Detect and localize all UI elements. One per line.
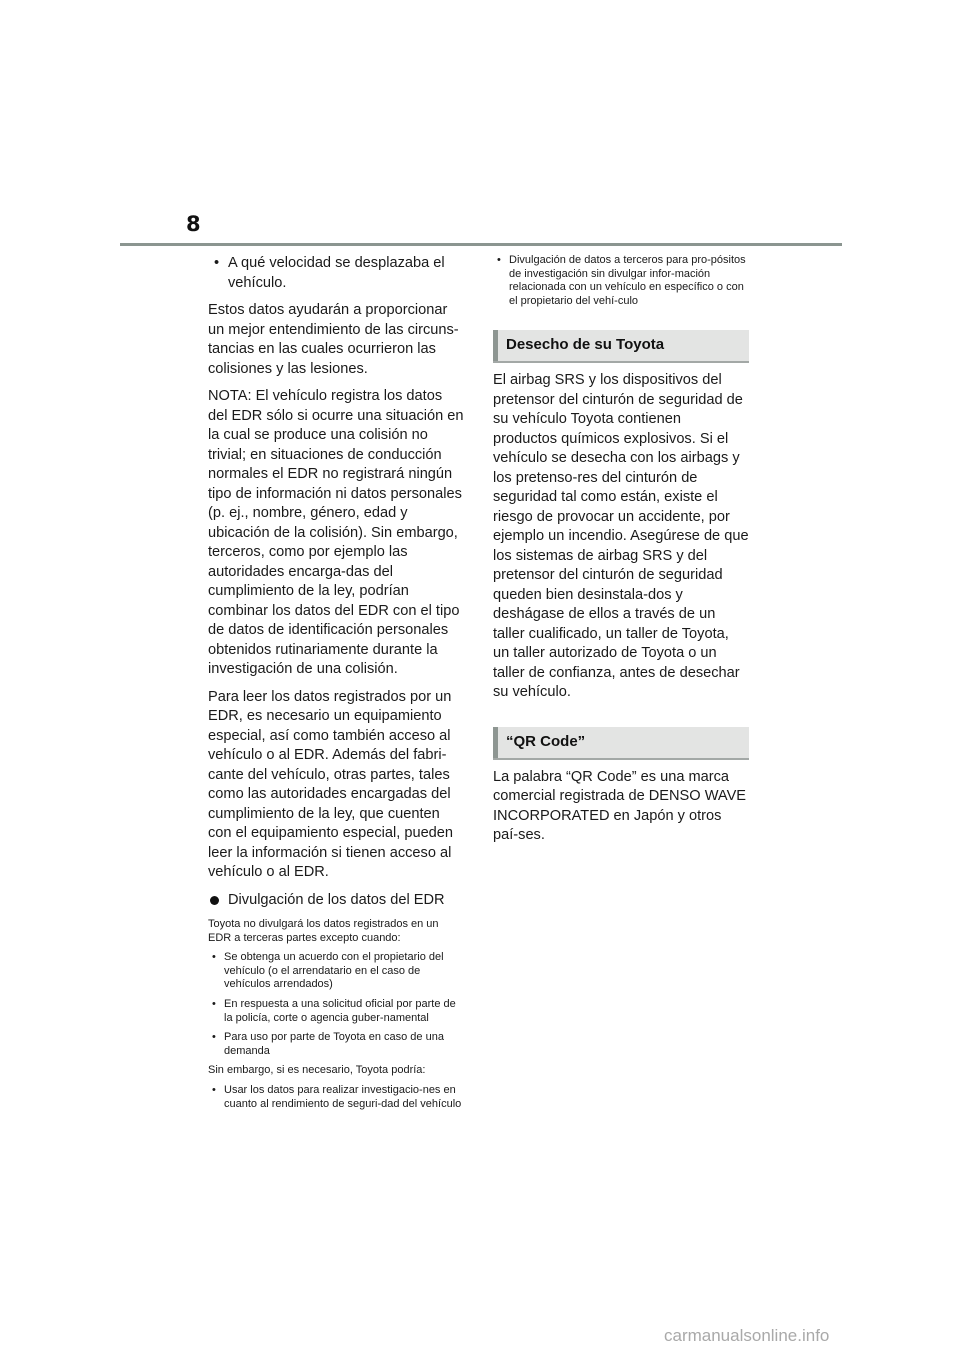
header-rule (120, 243, 842, 246)
left-column (208, 254, 464, 1117)
speed-bullet: • A qué velocidad se desplazaba el vehículo. (208, 254, 464, 293)
small-intro: Toyota no divulgará los datos registrados en un EDR a terceras partes excepto cuando: (208, 918, 439, 944)
subheading-text: Divulgación de los datos del EDR (228, 891, 445, 908)
section-heading-disposal (493, 330, 749, 363)
section-accent-bar (493, 330, 498, 361)
subheading-disclosure (208, 891, 464, 911)
small-bullet-1: • Se obtenga un acuerdo con el propietario del vehículo (o el arrendatario en el caso de vehículos arrendados) (208, 951, 464, 992)
right-column (493, 254, 749, 854)
paragraph-data-help: Estos datos ayudarán a proporcionar un mejor entendimiento de las circuns-tancias en las cuales ocurrieron las colisiones y las lesiones. (208, 302, 459, 377)
section-title-qr: “QR Code” (506, 732, 586, 750)
section-title-disposal: Desecho de su Toyota (506, 336, 665, 354)
small-bullet-2: • En respuesta a una solicitud oficial por parte de la policía, corte o agencia guber-namental (208, 998, 464, 1025)
section-accent-bar (493, 727, 498, 758)
small-bullet-4: • Usar los datos para realizar investigacio-nes en cuanto al rendimiento de seguri-dad del vehículo (208, 1084, 464, 1111)
small-bullet-third-parties: • Divulgación de datos a terceros para pro-pósitos de investigación sin divulgar infor-mación relacionada con un vehículo en específico o con el propietario del vehí-culo (493, 254, 749, 308)
small-bullet-3: • Para uso por parte de Toyota en caso de una demanda (208, 1031, 464, 1058)
paragraph-reading-edr: Para leer los datos registrados por un EDR, es necesario un equipamiento especial, así como también acceso al vehículo o al EDR. Además del fabri-cante del vehículo, otras partes, tales como las autoridades encargadas del cumplimiento de la ley, que cuenten con el equipamiento especial, pueden leer la información si tienen acceso al vehículo o al EDR. (208, 688, 454, 880)
watermark: carmanualsonline.info (664, 1326, 830, 1345)
paragraph-disposal: El airbag SRS y los dispositivos del pretensor del cinturón de seguridad de su vehículo Toyota contienen productos químicos explosivos. Si el vehículo se desecha con los airbags y los pretenso-res del cinturón de seguridad tal como están, existe el riesgo de provocar un accidente, por ejemplo un incendio. Asegúrese de que los sistemas de airbag SRS y del pretensor del cinturón de seguridad queden bien desinstala-dos y deshágase de ellos a través de un taller cualificado, un taller de Toyota, un taller autorizado de Toyota o un taller de confianza, antes de desechar su vehículo. (493, 372, 749, 701)
page-number: 8 (186, 212, 201, 236)
paragraph-qr: La palabra “QR Code” es una marca comercial registrada de DENSO WAVE INCORPORATED en Japón y otros paí-ses. (493, 768, 747, 844)
paragraph-note: NOTA: El vehículo registra los datos del EDR sólo si ocurre una situación en la cual se produce una colisión no trivial; en situaciones de conducción normales el EDR no registrará ningún tipo de información ni datos personales (p. ej., nombre, género, edad y ubicación de la colisión). Sin embargo, terceros, como por ejemplo las autoridades encarga-das del cumplimiento de la ley, podrían combinar los datos del EDR con el tipo de datos de identificación personales obtenidos rutinariamente durante la investigación de una colisión. (208, 388, 464, 677)
bullet-disc-icon (210, 896, 219, 905)
section-heading-qr (493, 727, 749, 760)
small-intro-2: Sin embargo, si es necesario, Toyota podría: (208, 1064, 426, 1077)
